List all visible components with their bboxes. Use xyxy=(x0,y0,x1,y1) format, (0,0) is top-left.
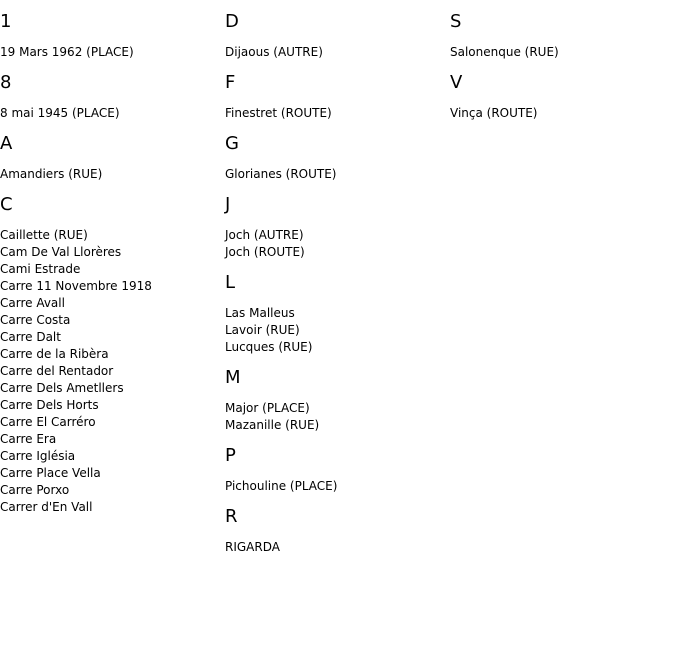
street-list xyxy=(225,478,450,495)
street-link[interactable]: Carre Era xyxy=(0,432,57,446)
letter-group xyxy=(225,368,450,434)
street-link[interactable]: Joch (AUTRE) xyxy=(225,228,304,242)
letter-group xyxy=(0,134,225,183)
list-item xyxy=(0,499,225,516)
index-column-2 xyxy=(225,12,450,568)
street-link[interactable]: 8 mai 1945 (PLACE) xyxy=(0,106,120,120)
letter-heading: F xyxy=(225,72,236,93)
street-list xyxy=(0,105,225,122)
street-link[interactable]: RIGARDA xyxy=(225,540,280,554)
letter-heading: 8 xyxy=(0,72,12,93)
list-item xyxy=(0,482,225,499)
street-list xyxy=(225,166,450,183)
list-item xyxy=(0,397,225,414)
letter-group xyxy=(0,73,225,122)
street-link[interactable]: Carre del Rentador xyxy=(0,364,114,378)
street-link[interactable]: Cam De Val Llorères xyxy=(0,245,122,259)
street-link[interactable]: Salonenque (RUE) xyxy=(450,45,559,59)
letter-heading: J xyxy=(225,194,231,215)
letter-heading: 1 xyxy=(0,11,12,32)
street-link[interactable]: Glorianes (ROUTE) xyxy=(225,167,337,181)
street-link[interactable]: Lucques (RUE) xyxy=(225,340,313,354)
street-link[interactable]: Carre Costa xyxy=(0,313,71,327)
letter-heading: L xyxy=(225,272,236,293)
street-link[interactable]: Mazanille (RUE) xyxy=(225,418,320,432)
street-link[interactable]: Carre Dels Horts xyxy=(0,398,99,412)
list-item xyxy=(450,105,675,122)
list-item xyxy=(0,363,225,380)
street-link[interactable]: Carre Dalt xyxy=(0,330,61,344)
list-item xyxy=(0,261,225,278)
list-item xyxy=(0,465,225,482)
street-list xyxy=(0,44,225,61)
list-item xyxy=(0,414,225,431)
street-list xyxy=(225,44,450,61)
letter-group xyxy=(225,12,450,61)
street-list xyxy=(450,105,675,122)
street-link[interactable]: Dijaous (AUTRE) xyxy=(225,45,323,59)
letter-heading: M xyxy=(225,367,241,388)
letter-heading: P xyxy=(225,445,236,466)
list-item xyxy=(225,478,450,495)
letter-heading: R xyxy=(225,506,238,527)
street-list xyxy=(225,539,450,556)
street-link[interactable]: Joch (ROUTE) xyxy=(225,245,305,259)
list-item xyxy=(0,448,225,465)
list-item xyxy=(450,44,675,61)
list-item xyxy=(225,539,450,556)
street-link[interactable]: Carre Avall xyxy=(0,296,65,310)
list-item xyxy=(225,166,450,183)
street-link[interactable]: Caillette (RUE) xyxy=(0,228,88,242)
street-link[interactable]: Amandiers (RUE) xyxy=(0,167,103,181)
index-column-1 xyxy=(0,12,225,528)
street-link[interactable]: Carre Iglésia xyxy=(0,449,76,463)
list-item xyxy=(0,312,225,329)
letter-heading: V xyxy=(450,72,463,93)
letter-heading: A xyxy=(0,133,13,154)
list-item xyxy=(225,44,450,61)
street-link[interactable]: Carre Place Vella xyxy=(0,466,101,480)
list-item xyxy=(225,417,450,434)
street-link[interactable]: Carre Porxo xyxy=(0,483,70,497)
list-item xyxy=(225,322,450,339)
street-link[interactable]: 19 Mars 1962 (PLACE) xyxy=(0,45,134,59)
list-item xyxy=(0,380,225,397)
letter-heading: S xyxy=(450,11,462,32)
letter-group xyxy=(225,273,450,356)
letter-heading: D xyxy=(225,11,239,32)
street-list xyxy=(0,166,225,183)
letter-group xyxy=(450,12,675,61)
letter-group xyxy=(0,195,225,516)
list-item xyxy=(0,329,225,346)
list-item xyxy=(0,105,225,122)
street-link[interactable]: Lavoir (RUE) xyxy=(225,323,300,337)
street-list xyxy=(0,227,225,516)
street-link[interactable]: Carre de la Ribèra xyxy=(0,347,109,361)
letter-group xyxy=(225,507,450,556)
list-item xyxy=(225,244,450,261)
street-link[interactable]: Carre El Carréro xyxy=(0,415,96,429)
street-list xyxy=(225,105,450,122)
list-item xyxy=(225,339,450,356)
list-item xyxy=(0,295,225,312)
street-list xyxy=(450,44,675,61)
list-item xyxy=(0,244,225,261)
list-item xyxy=(225,227,450,244)
street-list xyxy=(225,305,450,356)
list-item xyxy=(0,278,225,295)
street-link[interactable]: Cami Estrade xyxy=(0,262,81,276)
letter-group xyxy=(450,73,675,122)
list-item xyxy=(0,431,225,448)
list-item xyxy=(0,166,225,183)
street-link[interactable]: Carre 11 Novembre 1918 xyxy=(0,279,152,293)
letter-group xyxy=(225,73,450,122)
street-link[interactable]: Pichouline (PLACE) xyxy=(225,479,338,493)
list-item xyxy=(225,105,450,122)
street-link[interactable]: Las Malleus xyxy=(225,306,295,320)
index-column-3 xyxy=(450,12,675,134)
letter-heading: C xyxy=(0,194,13,215)
street-link[interactable]: Vinça (ROUTE) xyxy=(450,106,538,120)
street-link[interactable]: Carrer d'En Vall xyxy=(0,500,93,514)
letter-heading: G xyxy=(225,133,239,154)
street-list xyxy=(225,227,450,261)
street-link[interactable]: Finestret (ROUTE) xyxy=(225,106,332,120)
list-item xyxy=(0,346,225,363)
list-item xyxy=(0,44,225,61)
list-item xyxy=(225,305,450,322)
letter-group xyxy=(225,195,450,261)
street-list xyxy=(225,400,450,434)
list-item xyxy=(225,400,450,417)
list-item xyxy=(0,227,225,244)
letter-group xyxy=(0,12,225,61)
street-link[interactable]: Major (PLACE) xyxy=(225,401,310,415)
letter-group xyxy=(225,134,450,183)
street-link[interactable]: Carre Dels Ametllers xyxy=(0,381,124,395)
letter-group xyxy=(225,446,450,495)
